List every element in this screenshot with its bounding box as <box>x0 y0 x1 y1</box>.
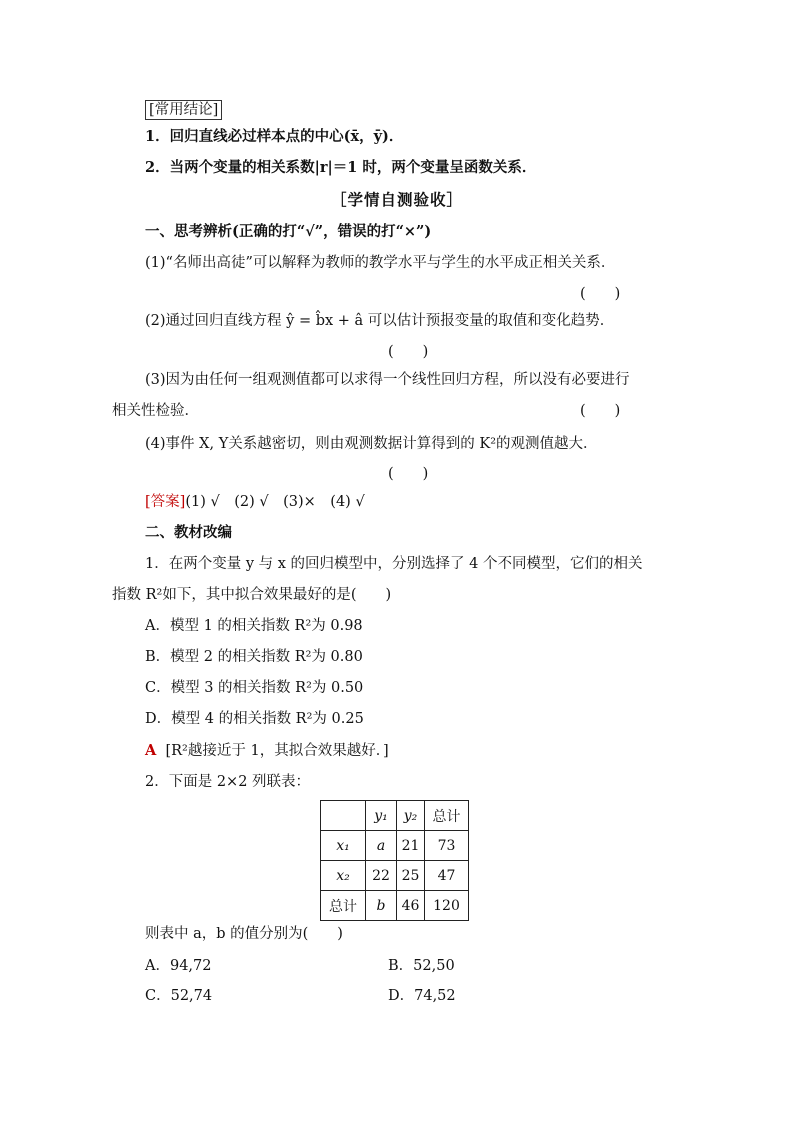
answer-text: (1) √ (2) √ (3)× (4) √ <box>185 494 365 510</box>
table-row <box>321 861 469 891</box>
table-row <box>321 831 469 861</box>
part2-q2-stem: 2．下面是 2×2 列联表： <box>145 774 311 790</box>
table-cell: 120 <box>425 891 469 921</box>
conclusion-item-2: 2．当两个变量的相关系数|r|＝1 时，两个变量呈函数关系． <box>145 159 537 176</box>
part2-q2-option-a: A．94,72 <box>145 958 212 974</box>
conclusions-tag: [常用结论] <box>145 99 222 121</box>
table-cell: a <box>366 831 397 861</box>
table-cell: x₂ <box>321 861 366 891</box>
part1-answer <box>145 491 365 513</box>
part1-answer-paren-2: ( ) <box>388 344 429 360</box>
table-header-row <box>321 801 469 831</box>
part2-q2-option-d: D．74,52 <box>388 988 456 1004</box>
table-cell: b <box>366 891 397 921</box>
table-row <box>321 891 469 921</box>
part1-question-4: (4)事件 X, Y关系越密切，则由观测数据计算得到的 K²的观测值越大． <box>145 436 598 452</box>
answer-explanation: [R²越接近于 1，其拟合效果越好．] <box>165 743 389 759</box>
section-heading: ［学情自测验收］ <box>330 190 463 209</box>
part2-q1-option-c: C．模型 3 的相关指数 R²为 0.50 <box>145 680 364 696</box>
table-cell: 25 <box>397 861 425 891</box>
part1-question-1: (1)“名师出高徒”可以解释为教师的教学水平与学生的水平成正相关关系． <box>145 255 616 271</box>
part1-answer-paren-4: ( ) <box>388 466 429 482</box>
part1-answer-paren-1: ( ) <box>580 286 621 302</box>
table-cell: 21 <box>397 831 425 861</box>
table-cell: 总计 <box>321 891 366 921</box>
table-cell: y₂ <box>397 801 425 831</box>
part2-q2-question: 则表中 a，b 的值分别为( ) <box>145 926 343 942</box>
answer-tag: [答案] <box>145 494 186 510</box>
part1-answer-paren-3: ( ) <box>580 403 621 419</box>
table-cell: 73 <box>425 831 469 861</box>
table-cell: 46 <box>397 891 425 921</box>
contingency-table <box>320 800 469 921</box>
part1-title: 一、思考辨析(正确的打“√”，错误的打“×”) <box>145 223 432 240</box>
part1-question-3-line1: (3)因为由任何一组观测值都可以求得一个线性回归方程，所以没有必要进行 <box>145 372 630 388</box>
part1-question-2: (2)通过回归直线方程 ŷ = b̂x + â 可以估计预报变量的取值和变化趋势． <box>145 313 615 329</box>
part2-q1-answer <box>145 740 389 762</box>
table-cell: 总计 <box>425 801 469 831</box>
table-cell <box>321 801 366 831</box>
part2-q2-option-c: C．52,74 <box>145 988 213 1004</box>
part2-title: 二、教材改编 <box>145 524 232 541</box>
conclusion-item-1: 1．回归直线必过样本点的中心(x̄，ȳ)． <box>145 128 404 145</box>
part2-q1-option-a: A．模型 1 的相关指数 R²为 0.98 <box>145 618 363 634</box>
table-cell: x₁ <box>321 831 366 861</box>
table-cell: 47 <box>425 861 469 891</box>
part2-q1-option-b: B．模型 2 的相关指数 R²为 0.80 <box>145 649 363 665</box>
part2-q1-option-d: D．模型 4 的相关指数 R²为 0.25 <box>145 711 364 727</box>
part1-question-3-line2: 相关性检验． <box>112 403 199 419</box>
table-cell: 22 <box>366 861 397 891</box>
answer-letter: A <box>145 742 157 759</box>
part2-q1-stem-line2: 指数 R²如下，其中拟合效果最好的是( ) <box>112 587 392 603</box>
part2-q1-stem-line1: 1．在两个变量 y 与 x 的回归模型中，分别选择了 4 个不同模型，它们的相关 <box>145 556 643 572</box>
part2-q2-option-b: B．52,50 <box>388 958 455 974</box>
table-cell: y₁ <box>366 801 397 831</box>
